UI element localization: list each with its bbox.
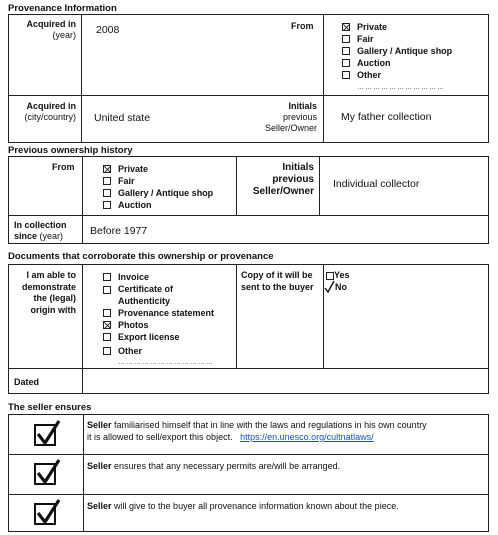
acquired-place-value[interactable]: United state <box>94 112 151 124</box>
documents-heading: Documents that corroborate this ownership or provenance <box>8 251 274 262</box>
seller-ensures-heading: The seller ensures <box>8 402 92 413</box>
prev-option-private[interactable]: Private <box>103 163 213 175</box>
doc-option-provenance[interactable]: Provenance statement <box>103 307 233 319</box>
option-gallery[interactable]: Gallery / Antique shop <box>342 45 452 57</box>
acquired-place-label: Acquired in (city/country) <box>24 101 76 122</box>
seller-statement-laws: Seller familiarised himself that in line with the laws and regulations in his own country it is allowed to sell/export this object. https://en.unesco.org/cultnatlaws/ <box>87 420 427 442</box>
from-label: From <box>291 21 314 31</box>
copy-sent-label: Copy of it will be sent to the buyer <box>241 270 314 292</box>
checkbox-icon[interactable] <box>103 201 111 209</box>
provenance-source-options <box>342 21 452 94</box>
option-auction[interactable]: Auction <box>342 57 452 69</box>
checkbox-icon[interactable] <box>342 59 350 67</box>
option-private[interactable]: Private <box>342 21 452 33</box>
provenance-heading: Provenance Information <box>8 3 117 14</box>
option-fair[interactable]: Fair <box>342 33 452 45</box>
prev-option-gallery[interactable]: Gallery / Antique shop <box>103 187 213 199</box>
checkbox-checked-icon[interactable] <box>103 165 111 173</box>
doc-option-other[interactable]: Other <box>103 345 233 357</box>
checkbox-icon[interactable] <box>103 309 111 317</box>
prev-option-fair[interactable]: Fair <box>103 175 213 187</box>
able-to-demonstrate-label: I am able to demonstrate the (legal) origin with <box>21 270 76 315</box>
checkbox-icon[interactable] <box>342 47 350 55</box>
in-collection-value[interactable]: Before 1977 <box>90 225 148 237</box>
doc-option-invoice[interactable]: Invoice <box>103 271 233 283</box>
previous-ownership-heading: Previous ownership history <box>8 145 133 156</box>
seller-statement-permits: Seller ensures that any necessary permits are/will be arranged. <box>87 461 341 471</box>
in-collection-label: In collection since (year) <box>14 220 67 241</box>
prev-source-options <box>103 163 213 211</box>
acquired-year-label: Acquired in (year) <box>26 19 76 40</box>
checkbox-icon[interactable] <box>103 347 111 355</box>
copy-options <box>326 270 350 293</box>
acquired-year-value[interactable]: 2008 <box>96 24 120 36</box>
checkbox-icon[interactable] <box>342 71 350 79</box>
copy-option-no[interactable]: No <box>326 282 350 294</box>
checkmark-box-icon <box>34 463 56 485</box>
prev-from-label: From <box>52 162 75 172</box>
handwritten-check-icon[interactable] <box>326 283 335 292</box>
checkbox-icon[interactable] <box>103 189 111 197</box>
checkbox-checked-icon[interactable] <box>342 23 350 31</box>
checkbox-icon[interactable] <box>103 286 111 294</box>
previous-seller-value[interactable]: My father collection <box>341 111 432 123</box>
checkbox-icon[interactable] <box>342 35 350 43</box>
option-other[interactable]: Other <box>342 69 452 81</box>
prev-owner-value[interactable]: Individual collector <box>333 178 420 190</box>
dated-label: Dated <box>14 377 40 387</box>
prev-option-auction[interactable]: Auction <box>103 199 213 211</box>
checkbox-icon[interactable] <box>103 273 111 281</box>
doc-other-dots: ……………………………… <box>118 359 214 366</box>
doc-option-export[interactable]: Export license <box>103 331 233 343</box>
seller-statement-info: Seller will give to the buyer all provenance information known about the piece. <box>87 501 399 511</box>
copy-option-yes[interactable]: Yes <box>326 270 350 282</box>
document-options <box>103 271 233 369</box>
other-dots: …………………………… <box>357 84 445 91</box>
initials-label: Initials previous Seller/Owner <box>264 101 317 133</box>
checkmark-box-icon <box>34 503 56 525</box>
checkbox-icon[interactable] <box>103 177 111 185</box>
checkbox-icon[interactable] <box>103 333 111 341</box>
checkbox-icon[interactable] <box>326 272 334 280</box>
prev-initials-label: Initials previous Seller/Owner <box>252 162 314 197</box>
checkbox-checked-icon[interactable] <box>103 321 111 329</box>
doc-option-certificate[interactable]: Certificate of Authenticity <box>103 283 233 307</box>
unesco-link[interactable]: https://en.unesco.org/cultnatlaws/ <box>240 432 374 442</box>
checkmark-box-icon <box>34 424 56 446</box>
doc-option-photos[interactable]: Photos <box>103 319 233 331</box>
